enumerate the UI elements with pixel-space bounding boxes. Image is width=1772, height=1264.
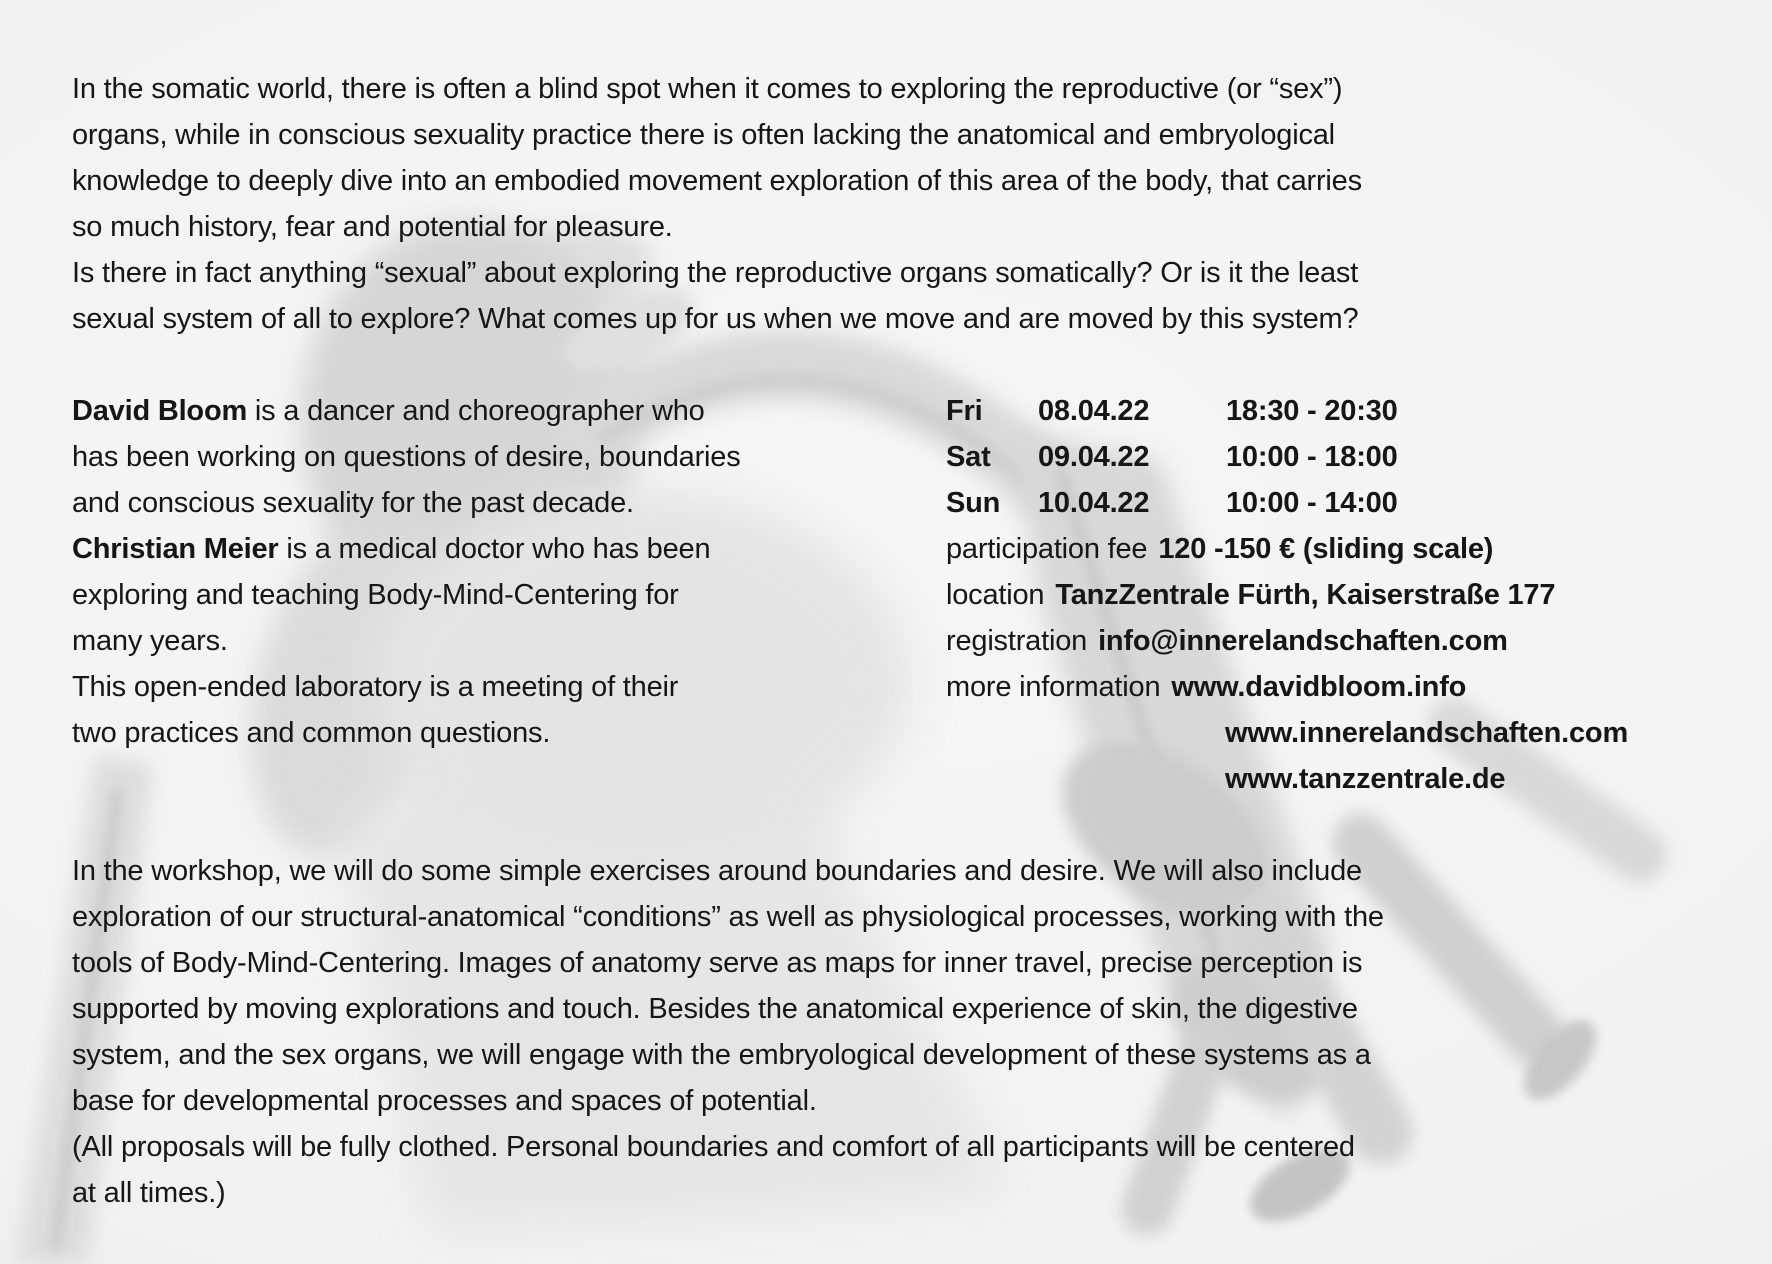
detail-value: info@innerelandschaften.com bbox=[1098, 625, 1508, 657]
text-line: This open-ended laboratory is a meeting of their bbox=[72, 671, 679, 703]
schedule-row bbox=[946, 480, 1628, 526]
schedule-block bbox=[946, 388, 1628, 526]
text-line: tools of Body-Mind-Centering. Images of anatomy serve as maps for inner travel, precise perception is bbox=[72, 947, 1363, 979]
date-cell: 10.04.22 bbox=[1038, 487, 1150, 519]
details-block bbox=[946, 526, 1628, 710]
text-line: Is there in fact anything “sexual” about exploring the reproductive organs somatically? Or is it the least bbox=[72, 257, 1359, 289]
time-cell: 10:00 - 14:00 bbox=[1226, 487, 1398, 519]
date-cell: 09.04.22 bbox=[1038, 441, 1150, 473]
extra-url: www.innerelandschaften.com bbox=[1225, 717, 1629, 749]
schedule-row bbox=[946, 434, 1628, 480]
presenters-paragraph bbox=[72, 388, 741, 756]
extra-url: www.tanzzentrale.de bbox=[1225, 763, 1506, 795]
text-line: system, and the sex organs, we will engage with the embryological development of these systems as a bbox=[72, 1039, 1371, 1071]
text-line: Christian Meier is a medical doctor who has been bbox=[72, 533, 711, 565]
time-cell: 18:30 - 20:30 bbox=[1226, 395, 1398, 427]
text-line: exploration of our structural-anatomical “conditions” as well as physiological processes, working with the bbox=[72, 901, 1384, 933]
text-line: David Bloom is a dancer and choreographer who bbox=[72, 395, 705, 427]
workshop-info-block bbox=[946, 388, 1628, 802]
text-line: many years. bbox=[72, 625, 228, 657]
detail-row bbox=[946, 572, 1628, 618]
text-line: supported by moving explorations and touch. Besides the anatomical experience of skin, the digestive bbox=[72, 993, 1358, 1025]
detail-row bbox=[946, 526, 1628, 572]
time-cell: 10:00 - 18:00 bbox=[1226, 441, 1398, 473]
detail-label: participation fee bbox=[946, 533, 1148, 565]
detail-value: 120 -150 € (sliding scale) bbox=[1158, 533, 1494, 565]
text-line: In the workshop, we will do some simple exercises around boundaries and desire. We will also include bbox=[72, 855, 1362, 887]
detail-value: TanzZentrale Fürth, Kaiserstraße 177 bbox=[1055, 579, 1556, 611]
detail-row bbox=[946, 664, 1628, 710]
text-line: has been working on questions of desire, boundaries bbox=[72, 441, 741, 473]
text-line: base for developmental processes and spaces of potential. bbox=[72, 1085, 817, 1117]
day-cell: Sat bbox=[946, 441, 991, 473]
text-line: two practices and common questions. bbox=[72, 717, 551, 749]
text-line: and conscious sexuality for the past decade. bbox=[72, 487, 634, 519]
detail-value: www.davidbloom.info bbox=[1171, 671, 1467, 703]
day-cell: Fri bbox=[946, 395, 983, 427]
day-cell: Sun bbox=[946, 487, 1001, 519]
text-line: In the somatic world, there is often a blind spot when it comes to exploring the reproductive (or “sex”) bbox=[72, 73, 1343, 105]
text-line: so much history, fear and potential for pleasure. bbox=[72, 211, 673, 243]
detail-label: more information bbox=[946, 671, 1161, 703]
text-line: (All proposals will be fully clothed. Personal boundaries and comfort of all participants will be centered bbox=[72, 1131, 1355, 1163]
text-line: at all times.) bbox=[72, 1177, 226, 1209]
text-line: organs, while in conscious sexuality practice there is often lacking the anatomical and embryological bbox=[72, 119, 1335, 151]
detail-label: registration bbox=[946, 625, 1088, 657]
text-line: knowledge to deeply dive into an embodied movement exploration of this area of the body, that carries bbox=[72, 165, 1362, 197]
text-line: exploring and teaching Body-Mind-Centering for bbox=[72, 579, 679, 611]
date-cell: 08.04.22 bbox=[1038, 395, 1150, 427]
description-paragraph bbox=[72, 848, 1384, 1216]
extra-urls-block bbox=[946, 710, 1628, 802]
detail-label: location bbox=[946, 579, 1045, 611]
detail-row bbox=[946, 618, 1628, 664]
intro-paragraph bbox=[72, 66, 1362, 342]
schedule-row bbox=[946, 388, 1628, 434]
text-line: sexual system of all to explore? What comes up for us when we move and are moved by this system? bbox=[72, 303, 1359, 335]
